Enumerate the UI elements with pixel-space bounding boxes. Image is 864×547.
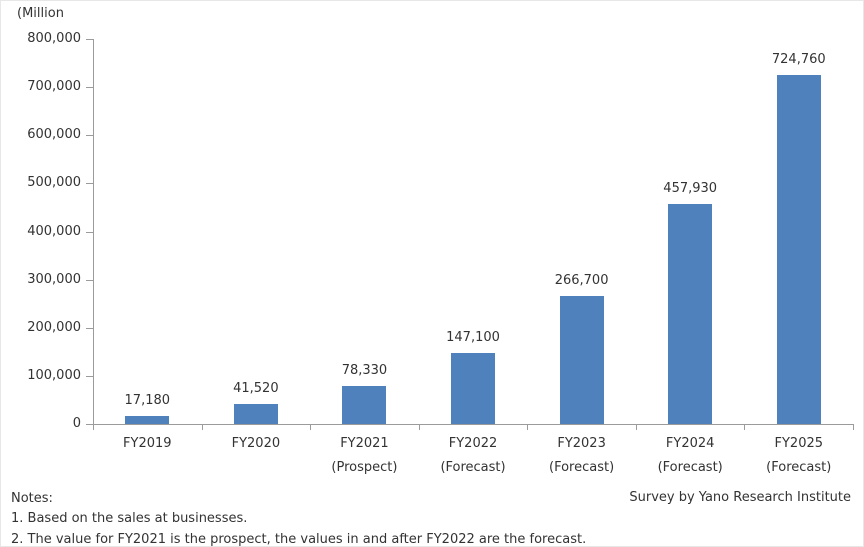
bar-column <box>419 39 528 424</box>
survey-credit: Survey by Yano Research Institute <box>629 490 851 505</box>
x-axis-label <box>93 432 202 480</box>
bar-value-label: 78,330 <box>341 363 388 378</box>
x-axis-labels <box>93 432 853 480</box>
y-axis-tick-label: 600,000 <box>27 127 81 143</box>
y-axis-tick <box>86 424 93 425</box>
x-axis-label <box>419 432 528 480</box>
y-axis-tick <box>86 328 93 329</box>
bar-column <box>202 39 311 424</box>
x-axis-tick <box>310 425 311 430</box>
y-axis-tick-label: 400,000 <box>27 223 81 239</box>
x-axis-label-qualifier: (Forecast) <box>766 460 832 475</box>
y-axis-tick-label: 200,000 <box>27 319 81 335</box>
x-axis-tick <box>527 425 528 430</box>
bar <box>668 204 712 424</box>
y-axis-tick <box>86 87 93 88</box>
bar-value-label: 457,930 <box>663 181 718 196</box>
y-axis-tick <box>86 376 93 377</box>
y-axis-tick <box>86 183 93 184</box>
x-axis-tick <box>93 425 94 430</box>
x-axis-label <box>202 432 311 480</box>
x-axis-label-year: FY2024 <box>665 436 715 451</box>
x-axis-label-year: FY2022 <box>448 436 498 451</box>
bar-value-label: 17,180 <box>124 393 171 408</box>
y-axis-tick-label: 800,000 <box>27 31 81 46</box>
bar-value-label: 41,520 <box>233 381 279 396</box>
x-axis-label-year: FY2023 <box>557 436 606 451</box>
bar-column <box>527 39 636 424</box>
bar-column <box>93 39 202 424</box>
y-axis-tick-label: 0 <box>72 416 81 431</box>
bar <box>234 404 278 424</box>
y-axis-tick-label: 700,000 <box>27 79 81 95</box>
bar <box>777 75 821 424</box>
x-axis-tick <box>636 425 637 430</box>
x-axis-label-qualifier: (Forecast) <box>440 460 506 475</box>
bar-column <box>310 39 419 424</box>
y-axis-tick <box>86 232 93 233</box>
bar-column <box>636 39 745 424</box>
bar <box>342 386 386 424</box>
y-axis-unit-label: (Million <box>17 6 64 21</box>
x-axis-label-year: FY2019 <box>123 436 172 451</box>
x-axis-label-year: FY2020 <box>231 436 281 451</box>
bar <box>451 353 495 424</box>
x-axis-label <box>744 432 853 480</box>
bar <box>125 416 169 424</box>
notes-title: Notes: <box>11 491 53 506</box>
bar-value-label: 147,100 <box>446 330 500 345</box>
y-axis-tick-label: 500,000 <box>27 175 81 191</box>
note-line-1: 1. Based on the sales at businesses. <box>11 511 248 526</box>
y-axis-tick <box>86 135 93 136</box>
x-axis-label <box>310 432 419 480</box>
x-axis-label-qualifier: (Forecast) <box>657 460 723 475</box>
x-axis-tick <box>853 425 854 430</box>
note-line-2: 2. The value for FY2021 is the prospect, the values in and after FY2022 are the forecast. <box>11 532 587 547</box>
y-axis-tick-label: 300,000 <box>27 271 81 287</box>
x-axis-label-qualifier: (Prospect) <box>331 460 398 475</box>
x-axis-label <box>636 432 745 480</box>
y-axis-tick <box>86 39 93 40</box>
x-axis-label-year: FY2021 <box>340 436 389 451</box>
x-axis-tick <box>744 425 745 430</box>
bar-column <box>744 39 853 424</box>
bar <box>560 296 604 424</box>
x-axis-label <box>527 432 636 480</box>
x-axis-label-qualifier: (Forecast) <box>549 460 615 475</box>
y-axis-tick-label: 100,000 <box>27 367 81 383</box>
x-axis-tick <box>419 425 420 430</box>
bar-value-label: 724,760 <box>771 52 826 67</box>
x-axis-label-year: FY2025 <box>774 436 824 451</box>
bar-value-label: 266,700 <box>554 273 609 288</box>
y-axis-tick <box>86 280 93 281</box>
x-axis-tick <box>202 425 203 430</box>
bar-series <box>93 39 853 424</box>
